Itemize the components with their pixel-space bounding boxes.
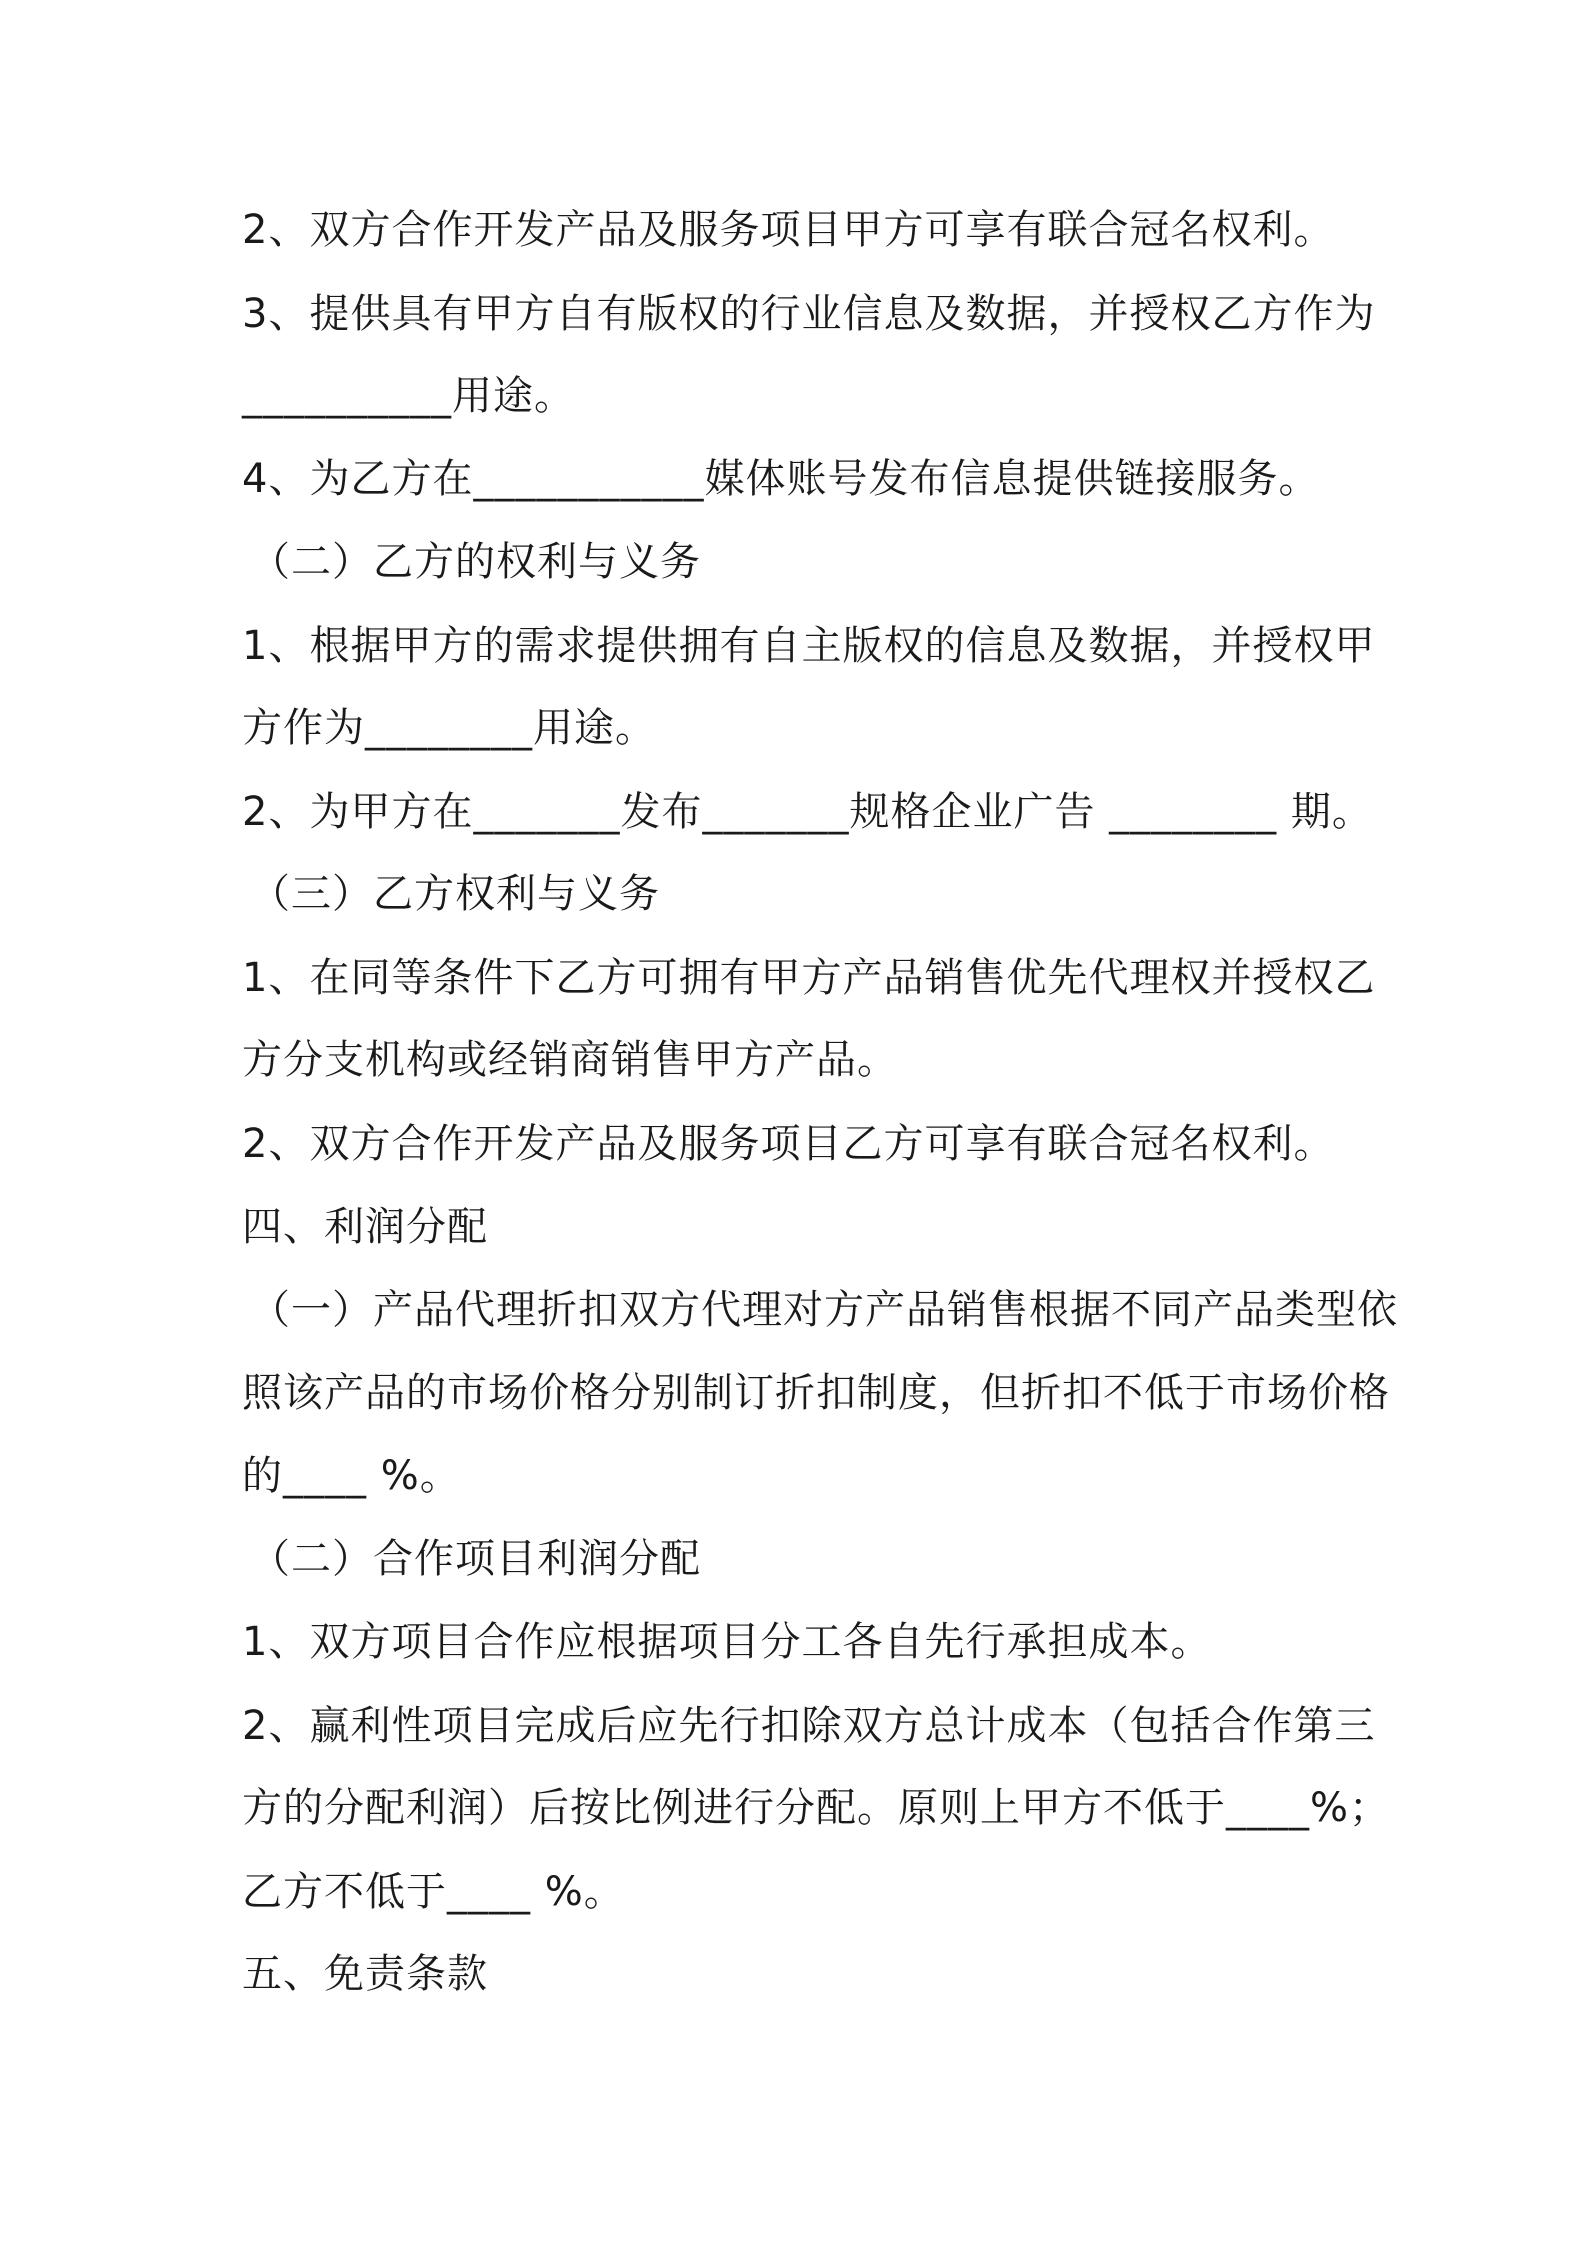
clause-a2: 2、双方合作开发产品及服务项目甲方可享有联合冠名权利。 bbox=[242, 207, 1335, 253]
clause-d1-line3: 的____ %。 bbox=[242, 1453, 461, 1499]
clause-a4: 4、为乙方在___________媒体账号发布信息提供链接服务。 bbox=[242, 456, 1320, 502]
section-heading-project-profit: （二）合作项目利润分配 bbox=[250, 1536, 701, 1582]
clause-b1-line1: 1、根据甲方的需求提供拥有自主版权的信息及数据，并授权甲 bbox=[242, 623, 1376, 669]
chapter-heading-disclaimer: 五、免责条款 bbox=[242, 1951, 488, 1997]
clause-d1-line2: 照该产品的市场价格分别制订折扣制度，但折扣不低于市场价格 bbox=[242, 1370, 1390, 1416]
clause-a3-line2: __________用途。 bbox=[242, 373, 575, 419]
section-heading-party-b-rights: （二）乙方的权利与义务 bbox=[250, 539, 701, 585]
chapter-heading-profit-distribution: 四、利润分配 bbox=[242, 1204, 488, 1250]
clause-e2-line3: 乙方不低于____ %。 bbox=[242, 1869, 625, 1915]
section-heading-party-b-rights-3: （三）乙方权利与义务 bbox=[250, 871, 660, 917]
clause-e2-line2: 方的分配利润）后按比例进行分配。原则上甲方不低于____%； bbox=[242, 1785, 1391, 1831]
clause-e2-line1: 2、赢利性项目完成后应先行扣除双方总计成本（包括合作第三 bbox=[242, 1703, 1376, 1749]
clause-c2: 2、双方合作开发产品及服务项目乙方可享有联合冠名权利。 bbox=[242, 1121, 1335, 1167]
clause-d1-line1: （一）产品代理折扣双方代理对方产品销售根据不同产品类型依 bbox=[250, 1287, 1398, 1333]
clause-c1-line1: 1、在同等条件下乙方可拥有甲方产品销售优先代理权并授权乙 bbox=[242, 955, 1376, 1001]
clause-b2: 2、为甲方在_______发布_______规格企业广告 ________ 期。 bbox=[242, 789, 1373, 835]
clause-e1: 1、双方项目合作应根据项目分工各自先行承担成本。 bbox=[242, 1619, 1212, 1665]
clause-c1-line2: 方分支机构或经销商销售甲方产品。 bbox=[242, 1037, 898, 1083]
clause-b1-line2: 方作为________用途。 bbox=[242, 705, 656, 751]
clause-a3-line1: 3、提供具有甲方自有版权的行业信息及数据，并授权乙方作为 bbox=[242, 291, 1376, 337]
